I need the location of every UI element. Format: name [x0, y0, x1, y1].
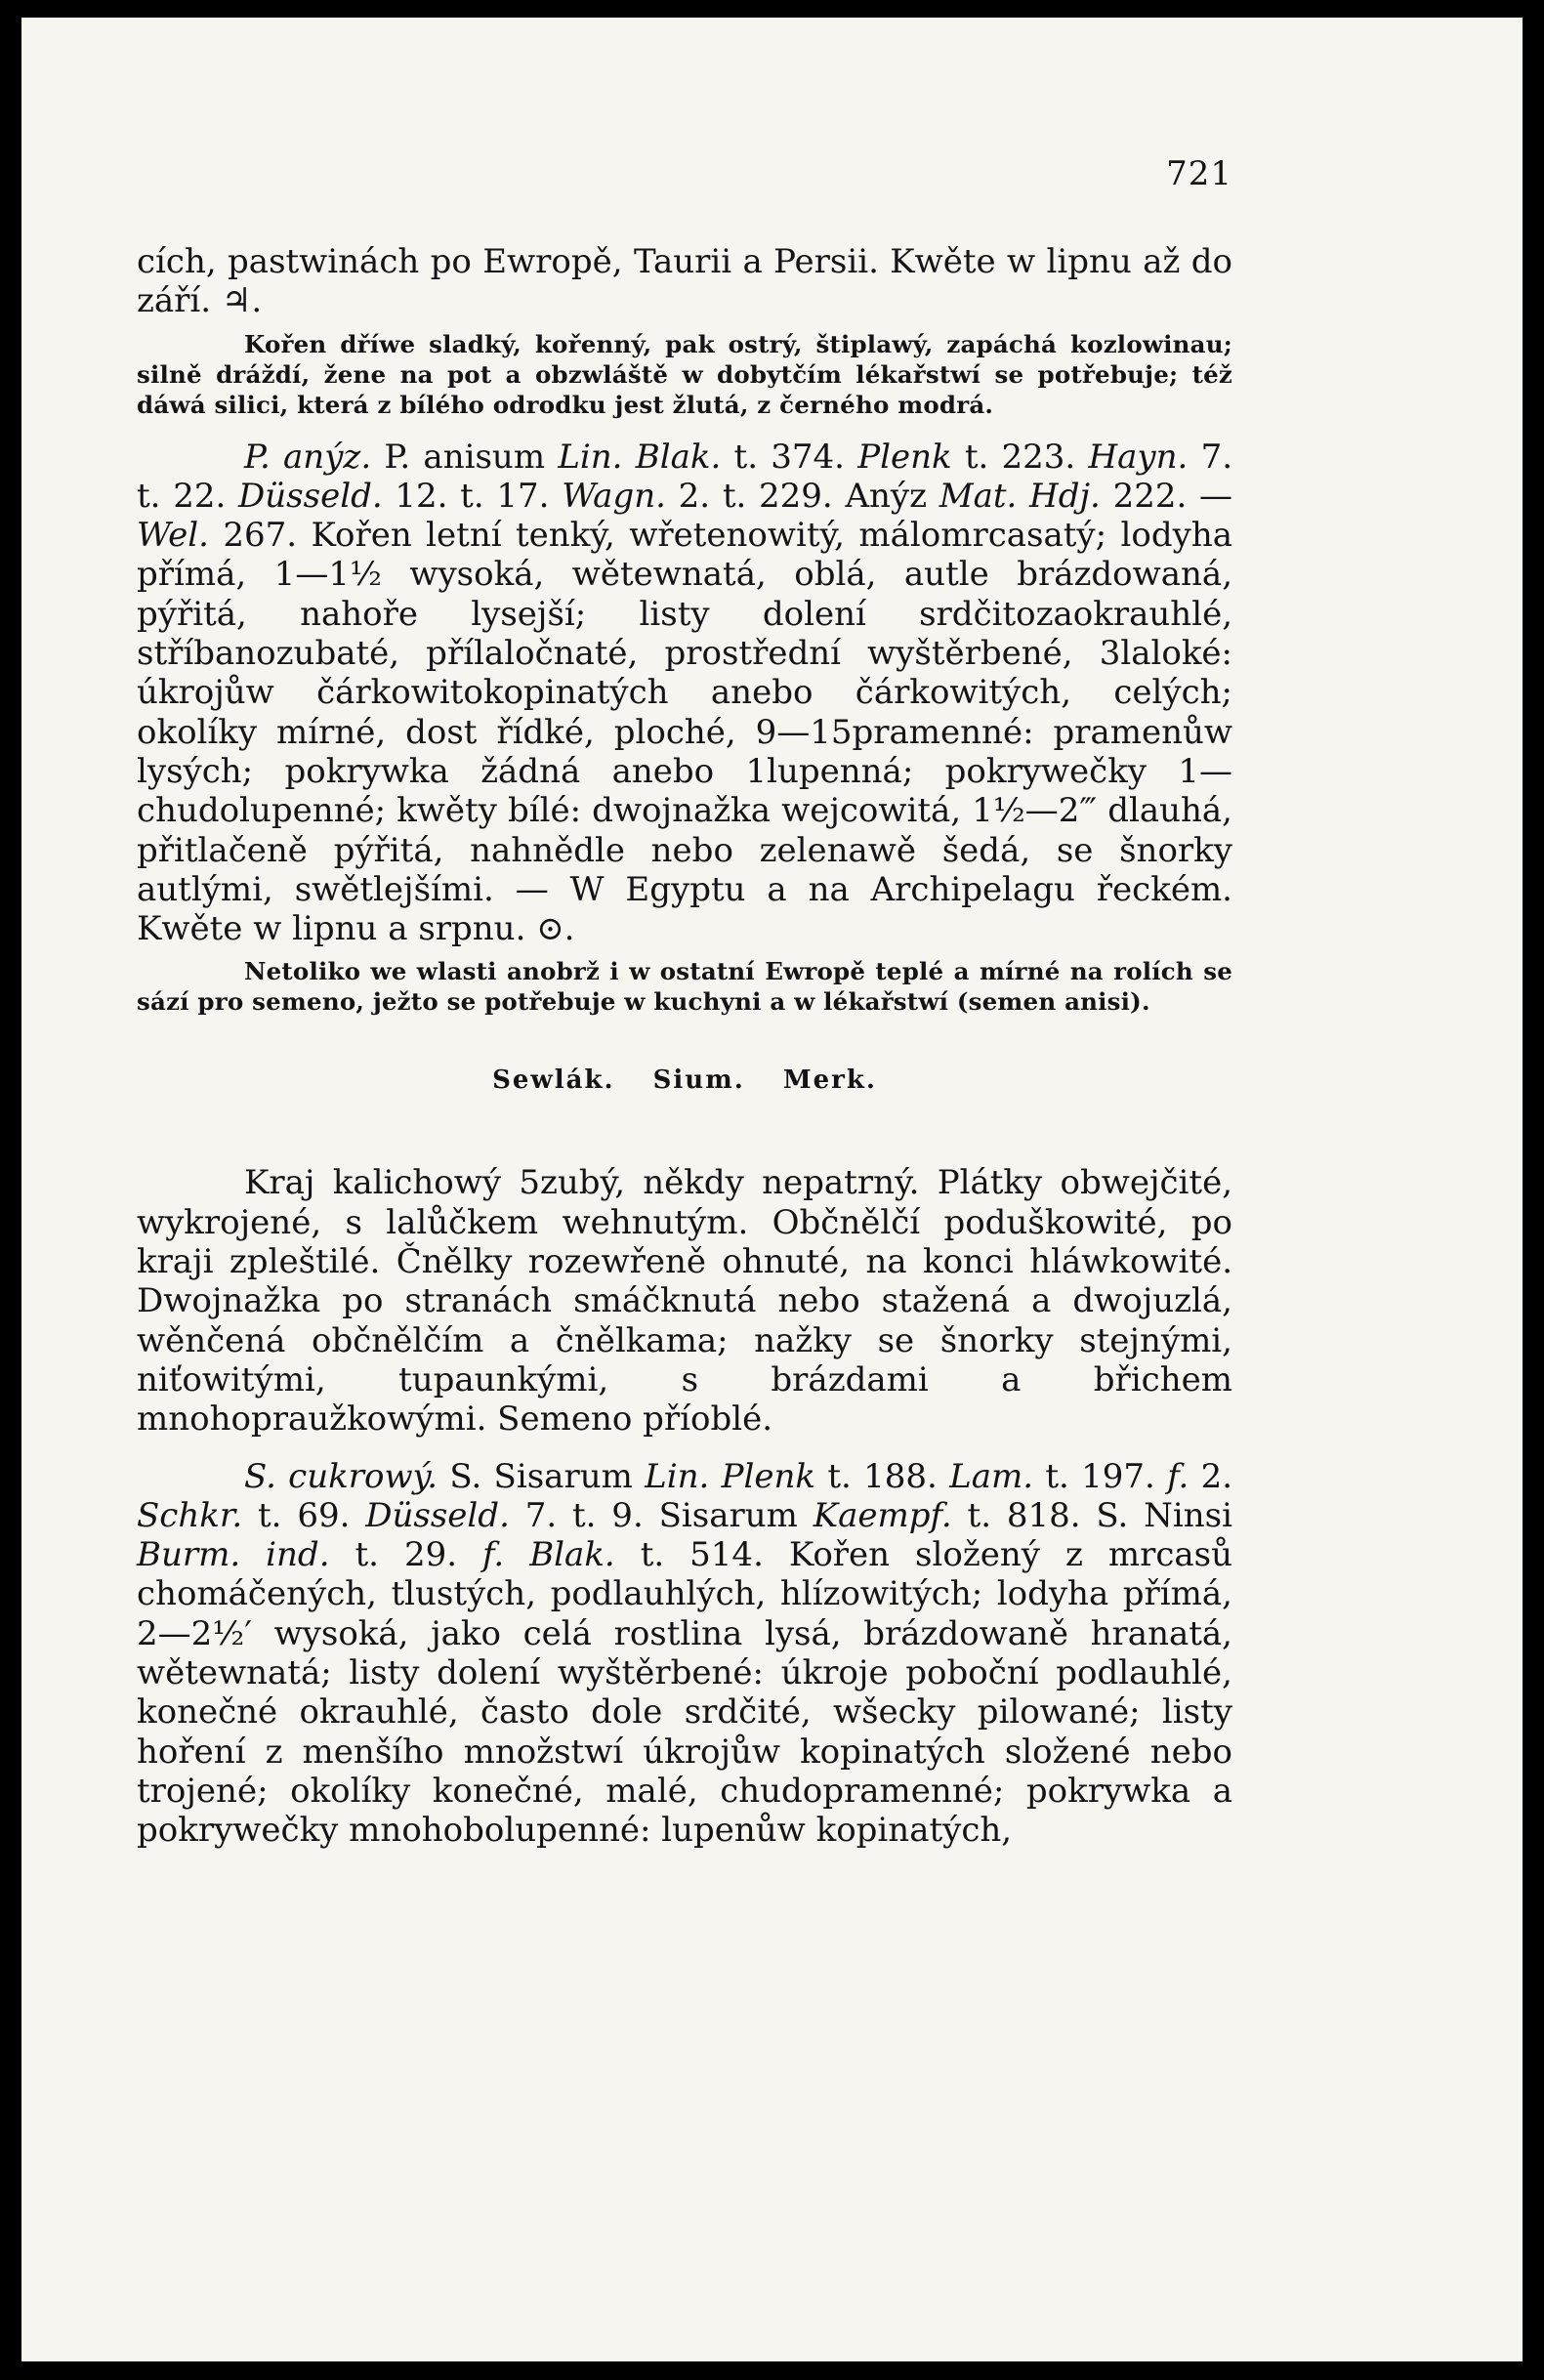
book-page	[21, 18, 1523, 2361]
paragraph-continuation: cích, pastwinách po Ewropě, Taurii a Persii. Kwěte w lipnu až do září. ♃.	[137, 242, 1232, 321]
genus-description: Kraj kalichowý 5zubý, někdy nepatrný. Plátky obwejčité, wykrojené, s lalůčkem wehnutým. Občnělčí poduškowité, po kraji zpleštilé. Čnělky rozewřeně ohnuté, na konci hláwkowité. Dwojnažka po stranách smáčknutá nebo stažená a dwojuzlá, wěnčená občnělčím a čnělkama; nažky se šnorky stejnými, niťowitými, tupaunkými, s brázdami a břichem mnohopraužkowými. Semeno příoblé.	[137, 1163, 1232, 1440]
species-entry-anyz: P. anýz. P. anisum Lin. Blak. t. 374. Plenk t. 223. Hayn. 7. t. 22. Düsseld. 12. t. 17. Wagn. 2. t. 229. Anýz Mat. Hdj. 222. — Wel. 267. Kořen letní tenký, wřetenowitý, málomrcasatý; lodyha přímá, 1—1½ wysoká, wětewnatá, oblá, autle brázdowaná, pýřitá, nahoře lysejší; listy dolení srdčitozaokrauhlé, stříbanozubaté, přílaločnaté, prostřední wyštěrbené, 3laloké: úkrojůw čárkowitokopinatých anebo čárkowitých, celých; okolíky mírné, dost řídké, ploché, 9—15pramenné: pramenůw lysých; pokrywka žádná anebo 1lupenná; pokrywečky 1—chudolupenné; kwěty bílé: dwojnažka wejcowitá, 1½—2‴ dlauhá, přitlačeně pýřitá, nahnědle nebo zelenawě šedá, se šnorky autlými, swětlejšími. — W Egyptu a na Archipelagu řeckém. Kwěte w lipnu a srpnu. ⊙.	[137, 437, 1233, 949]
page-body	[137, 242, 1232, 1851]
genus-name-latin: Sium.	[652, 1065, 745, 1096]
species-name: S. cukrowý.	[244, 1456, 438, 1496]
species-entry-sisarum: S. cukrowý. S. Sisarum Lin. Plenk t. 188. Lam. t. 197. f. 2. Schkr. t. 69. Düsseld. 7. t. 9. Sisarum Kaempf. t. 818. S. Ninsi Burm. ind. t. 29. f. Blak. t. 514. Kořen složený z mrcasů chomáčených, tlustých, podlauhlých, hlízowitých; lodyha přímá, 2—2½′ wysoká, jako celá rostlina lysá, brázdowaně hranatá, wětewnatá; listy dolení wyštěrbené: úkroje poboční podlauhlé, konečné okrauhlé, často dole srdčité, wšecky pilowané; listy hoření z menšího množstwí úkrojůw kopinatých složené nebo trojené; okolíky konečné, malé, chudopramenné; pokrywka a pokrywečky mnohobolupenné: lupenůw kopinatých,	[137, 1456, 1233, 1851]
note-usage-root: Kořen dříwe sladký, kořenný, pak ostrý, štiplawý, zapáchá kozlowinau; silně dráždí, žene na pot a obzwláště w dobytčím lékařstwí se potřebuje; též dáwá silici, která z bílého odrodku jest žlutá, z černého modrá.	[137, 329, 1232, 419]
genus-heading	[137, 1065, 1232, 1095]
note-usage-anise: Netoliko we wlasti anobrž i w ostatní Ewropě teplé a mírné na rolích se sází pro semeno, ježto se potřebuje w kuchyni a w lékařstwí (semen anisi).	[137, 957, 1232, 1017]
species-name: P. anýz.	[244, 437, 372, 477]
genus-name-czech: Sewlák.	[492, 1065, 615, 1096]
genus-name-alt: Merk.	[782, 1065, 877, 1096]
page-number: 721	[1166, 154, 1232, 193]
